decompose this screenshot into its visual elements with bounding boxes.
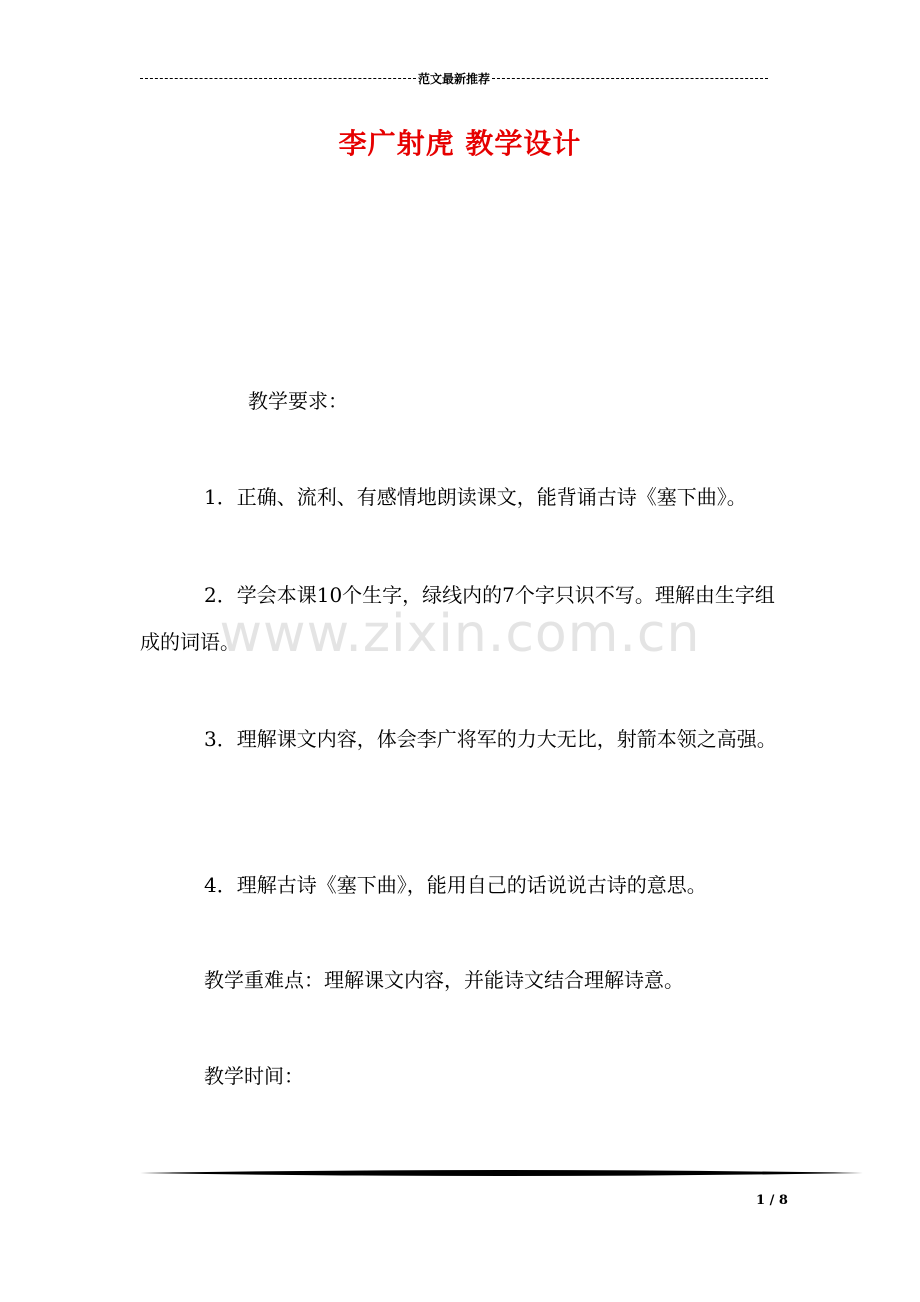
paragraph-key-points: 教学重难点：理解课文内容，并能诗文结合理解诗意。 (204, 968, 684, 992)
paragraph-item-2: 2．学会本课10个生字，绿线内的7个字只识不写。理解由生字组成的词语。 (140, 583, 775, 654)
header-dash-right (492, 78, 768, 79)
paragraph-item-1: 1．正确、流利、有感情地朗读课文，能背诵古诗《塞下曲》。 (204, 485, 747, 509)
footer-rule (140, 1166, 863, 1180)
page-header (140, 68, 768, 88)
header-label: 范文最新推荐 (418, 71, 491, 86)
page-number: 1 / 8 (756, 1193, 788, 1208)
watermark: www.zixin.com.cn (219, 604, 701, 664)
paragraph-item-3: 3．理解课文内容，体会李广将军的力大无比，射箭本领之高强。 (204, 727, 777, 751)
paragraph-teaching-time: 教学时间： (204, 1064, 304, 1088)
paragraph-requirements-heading: 教学要求： (248, 389, 348, 413)
header-dash-left (140, 78, 416, 79)
document-title: 李广射虎 教学设计 (338, 127, 582, 160)
paragraph-item-4: 4．理解古诗《塞下曲》，能用自己的话说说古诗的意思。 (204, 873, 707, 897)
